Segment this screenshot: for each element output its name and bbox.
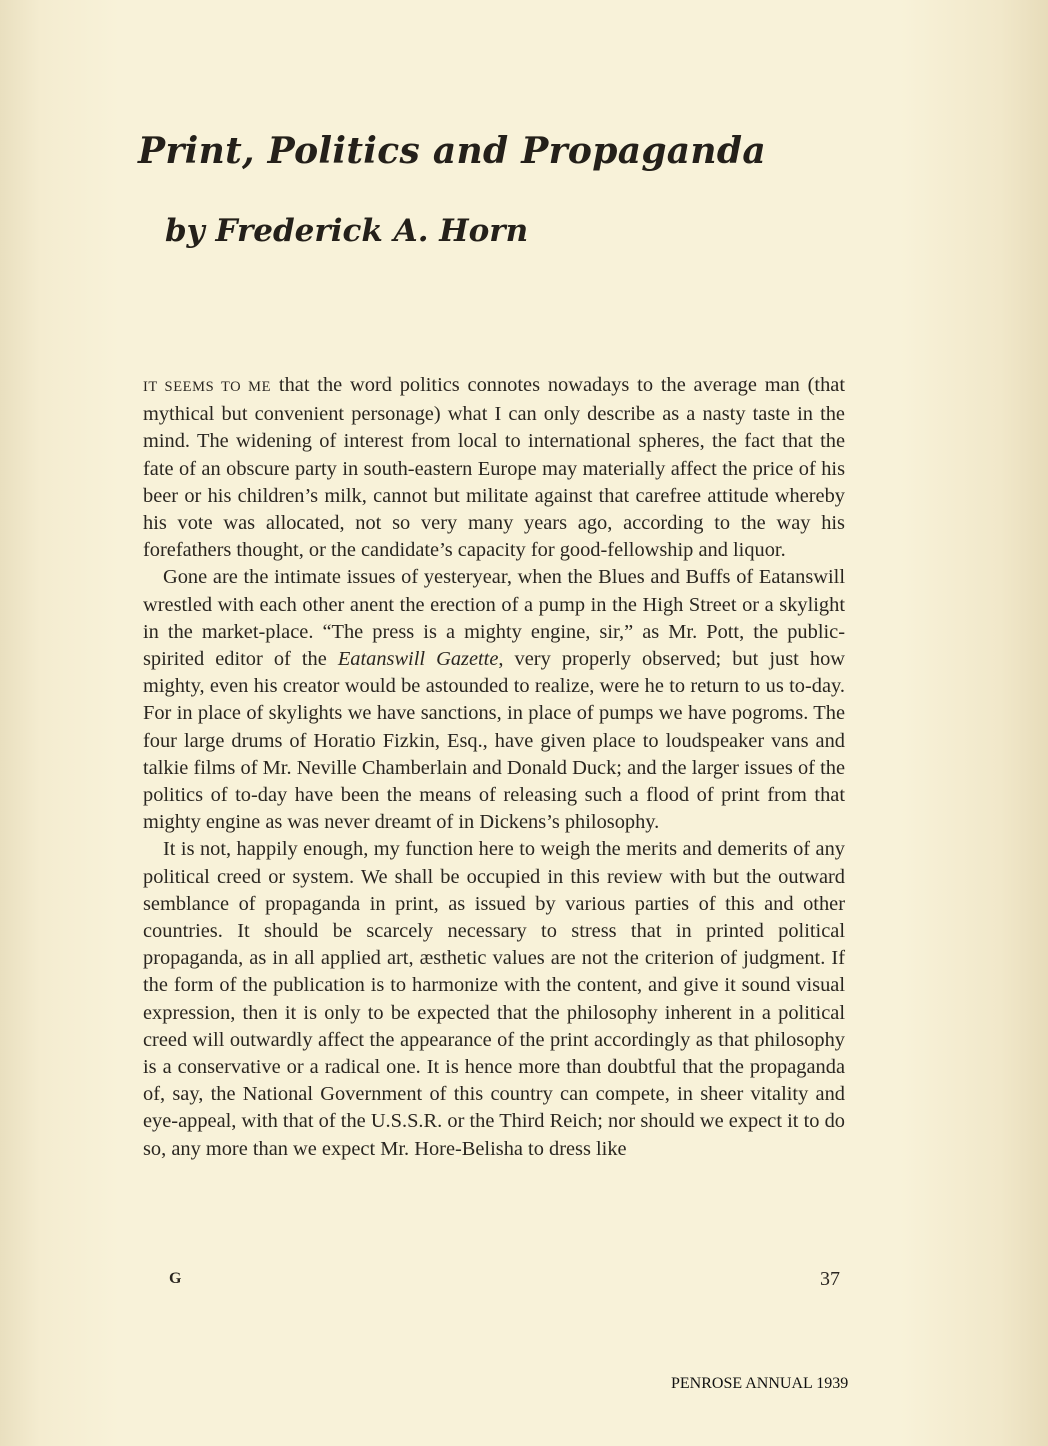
paragraph-1-text: that the word politics connotes nowadays to the average man (that mythical but convenient personage) what I can only describe as a nasty taste in the mind. The widening of interest from local to international spheres, the fact that the fate of an obscure party in south-eastern Europe may materially affect the price of his beer or his children’s milk, cannot but militate against that carefree attitude whereby his vote was allocated, not so very many years ago, according to the way his forefathers thought, or the candidate’s capacity for good-fellowship and liquor. [143,374,845,562]
source-caption: PENROSE ANNUAL 1939 [671,1375,849,1392]
paragraph-2-text-before: Gone are the intimate issues of yesteryear, when the Blues and Buffs of Eatanswill wrestled with each other anent the erection of a pump in the High Street or a skylight in the market-place. “The press is a mighty engine, sir,” as Mr. Pott, the public-spirited editor of the [143,566,845,671]
paragraph-2 [143,564,845,836]
paragraph-3: It is not, happily enough, my function here to weigh the merits and demerits of any political creed or system. We shall be occupied in this review with but the outward semblance of propaganda in print, as issued by various parties of this and other countries. It should be scarcely necessary to stress that in printed political propaganda, as in all applied art, æsthetic values are not the criterion of judgment. If the form of the publication is to harmonize with the content, and give it sound visual expression, then it is only to be expected that the philosophy inherent in a political creed will outwardly affect the appearance of the print accordingly as that philosophy is a conservative or a radical one. It is hence more than doubtful that the propaganda of, say, the National Government of this country can compete, in sheer vitality and eye-appeal, with that of the U.S.S.R. or the Third Reich; nor should we expect it to do so, any more than we expect Mr. Hore-Belisha to dress like [143,838,845,1160]
article-body [143,372,845,1163]
article-title: Print, Politics and Propaganda [138,130,766,172]
article-byline: by Frederick A. Horn [165,213,529,249]
page-number: 37 [820,1268,840,1290]
signature-mark: G [169,1270,182,1287]
paragraph-2-italic-title: Eatanswill Gazette [337,648,499,671]
paragraph-2-text-after: , very properly observed; but just how mighty, even his creator would be astounded to realize, were he to return to us to-day. For in place of skylights we have sanctions, in place of pumps we have pogroms. The four large drums of Horatio Fizkin, Esq., have given place to loudspeaker vans and talkie films of Mr. Neville Chamberlain and Donald Duck; and the larger issues of the politics of to-day have been the means of releasing such a flood of print from that mighty engine as was never dreamt of in Dickens’s philosophy. [143,648,845,834]
paragraph-1 [143,372,845,564]
paragraph-1-lead: IT SEEMS TO ME [143,379,272,395]
